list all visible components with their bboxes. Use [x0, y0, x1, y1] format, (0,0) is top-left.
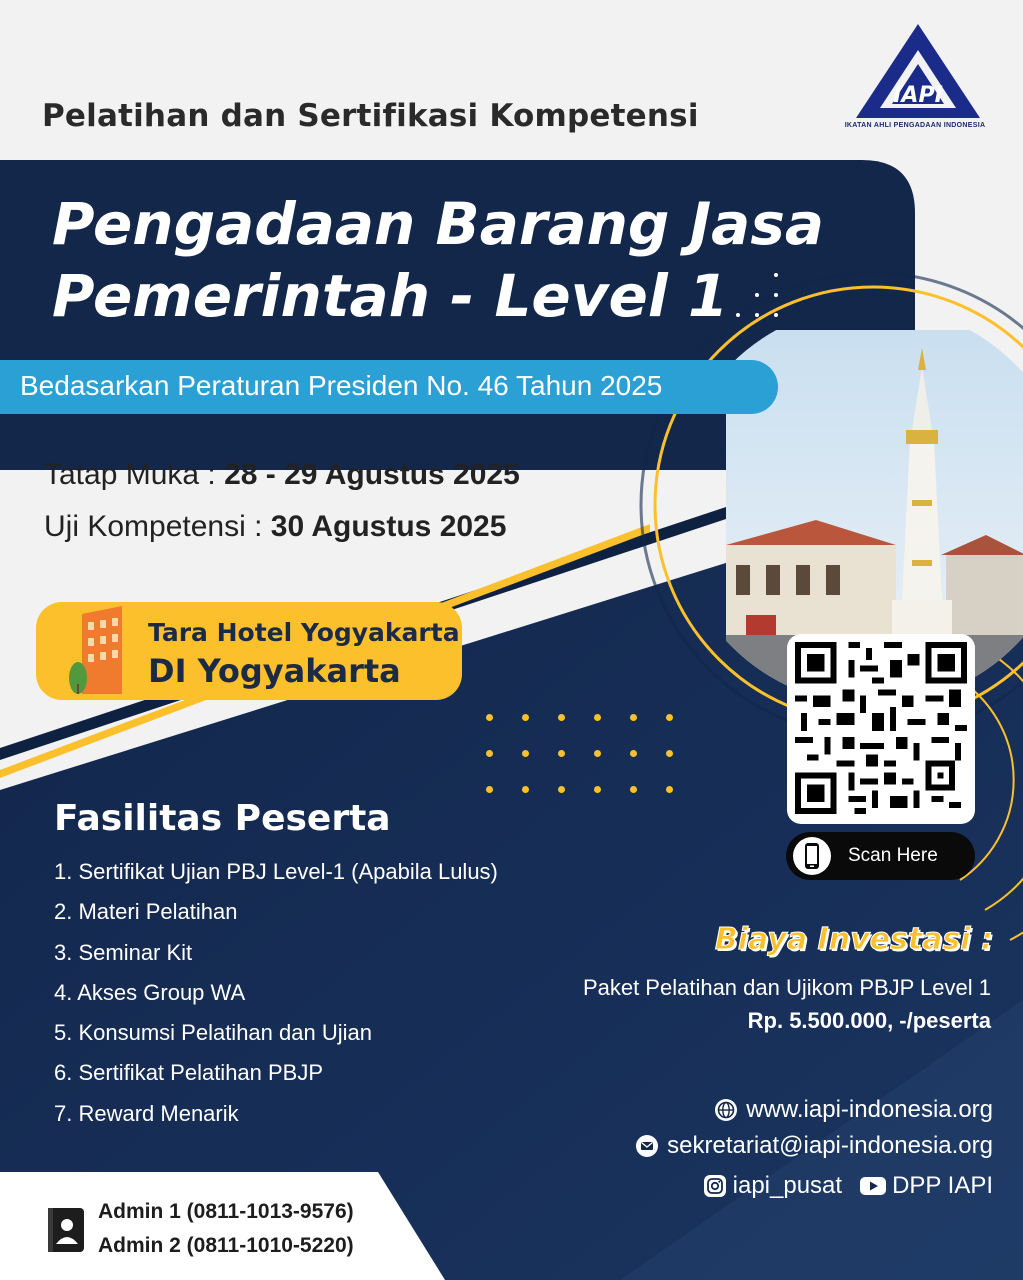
email-link[interactable] [635, 1132, 993, 1160]
scan-here-label: Scan Here [848, 845, 938, 866]
website-link[interactable] [714, 1096, 993, 1124]
venue-name: Tara Hotel Yogyakarta [148, 618, 460, 647]
regulation-subtitle: Bedasarkan Peraturan Presiden No. 46 Tahun 2025 [20, 370, 663, 401]
admin-2-contact[interactable]: Admin 2 (0811-1010-5220) [98, 1234, 354, 1257]
contact-book-icon [46, 1206, 86, 1254]
facility-item: 1. Sertifikat Ujian PBJ Level-1 (Apabila Lulus) [54, 859, 498, 884]
decorative-dot-grid [486, 714, 676, 794]
title-line-2: Pemerintah - Level 1 [52, 262, 729, 330]
cost-price: Rp. 5.500.000, -/peserta [747, 1008, 991, 1033]
facility-item: 3. Seminar Kit [54, 939, 193, 965]
youtube-channel[interactable]: DPP IAPI [892, 1172, 993, 1199]
social-links [703, 1172, 993, 1200]
instagram-icon[interactable] [703, 1174, 727, 1198]
facility-item: 7. Reward Menarik [54, 1100, 239, 1126]
uji-label: Uji Kompetensi : [44, 510, 271, 543]
mail-icon [635, 1134, 659, 1158]
schedule-uji-kompetensi [44, 510, 506, 544]
admin-1-contact[interactable]: Admin 1 (0811-1013-9576) [98, 1200, 354, 1223]
title-line-1: Pengadaan Barang Jasa [52, 190, 824, 258]
youtube-icon[interactable] [860, 1176, 886, 1196]
facility-item: 4. Akses Group WA [54, 979, 246, 1005]
svg-text:IAPI: IAPI [893, 83, 943, 108]
globe-icon [714, 1098, 738, 1122]
uji-value: 30 Agustus 2025 [270, 510, 507, 543]
venue-city: DI Yogyakarta [148, 652, 401, 690]
facilities-title: Fasilitas Peserta [54, 798, 391, 839]
hotel-building-icon [66, 604, 136, 696]
facilities-list [54, 858, 498, 1140]
instagram-handle[interactable]: iapi_pusat [732, 1172, 843, 1199]
tatap-label: Tatap Muka : [44, 458, 225, 491]
facility-item: 2. Materi Pelatihan [54, 899, 238, 925]
facility-item: 5. Konsumsi Pelatihan dan Ujian [54, 1020, 372, 1046]
cost-package: Paket Pelatihan dan Ujikom PBJP Level 1 [582, 975, 991, 1000]
schedule-tatap-muka [44, 458, 520, 492]
logo-caption: IKATAN AHLI PENGADAAN INDONESIA [844, 122, 986, 129]
cost-title: Biaya Investasi : [714, 922, 993, 957]
email-text: sekretariat@iapi-indonesia.org [667, 1132, 993, 1159]
top-label: Pelatihan dan Sertifikasi Kompetensi [42, 98, 699, 134]
phone-icon [792, 836, 832, 876]
website-text: www.iapi-indonesia.org [746, 1096, 993, 1123]
facility-item: 6. Sertifikat Pelatihan PBJP [54, 1060, 324, 1086]
tatap-value: 28 - 29 Agustus 2025 [224, 458, 520, 491]
registration-qr-code[interactable] [795, 642, 967, 814]
